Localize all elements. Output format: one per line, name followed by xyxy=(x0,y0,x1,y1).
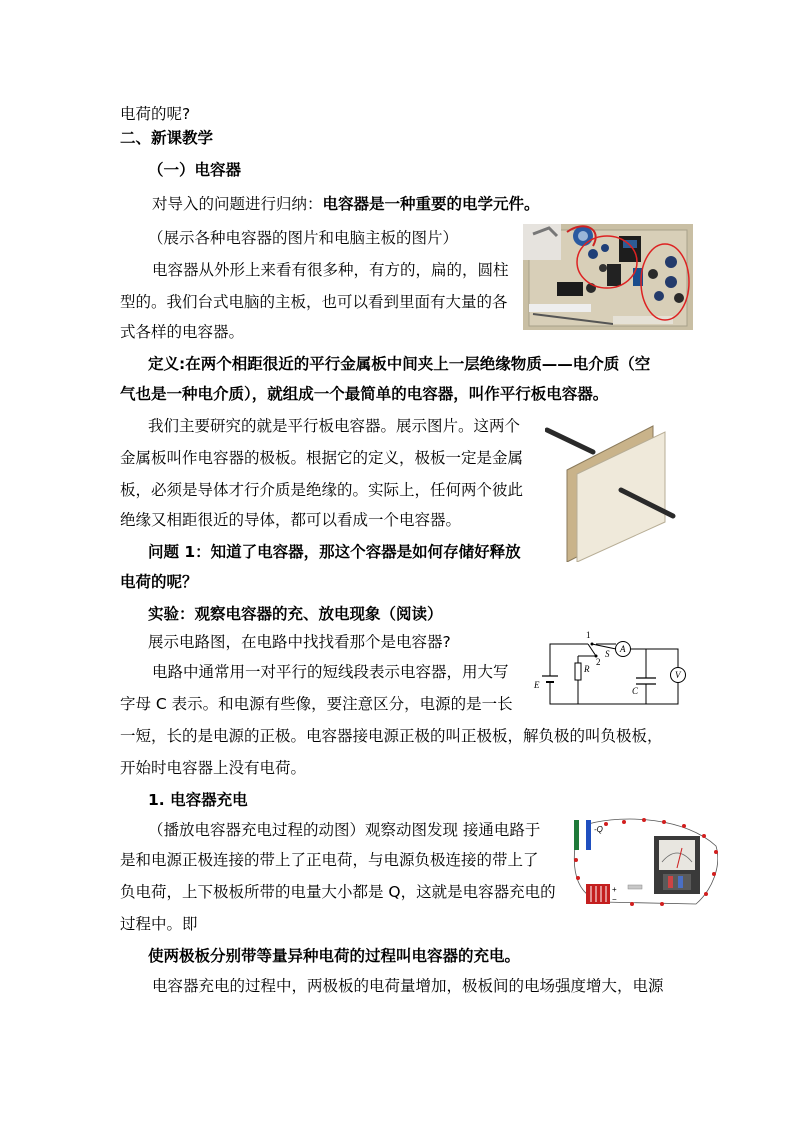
text-line: 是和电源正极连接的带上了正电荷，与电源负极连接的带上了 xyxy=(120,851,539,869)
bold-span: 电容器是一种重要的电学元件。 xyxy=(322,195,540,213)
text-line: （展示各种电容器的图片和电脑主板的图片） xyxy=(148,229,459,247)
circuit-diagram xyxy=(530,630,690,710)
text-line: 型的。我们台式电脑的主板，也可以看到里面有大量的各 xyxy=(120,293,508,311)
text-line: 开始时电容器上没有电荷。 xyxy=(120,759,307,777)
plate-negative xyxy=(586,820,591,850)
plate-positive xyxy=(574,820,579,850)
label-2: 2 xyxy=(596,657,601,667)
resistor-symbol xyxy=(575,663,581,680)
label-A: A xyxy=(620,644,626,654)
switch-image xyxy=(628,885,642,889)
label-1: 1 xyxy=(586,630,591,640)
text-span: 对导入的问题进行归纳： xyxy=(152,195,323,213)
section-heading: 二、新课教学 xyxy=(120,129,214,147)
question-line: 问题 1：知道了电容器，那这个容器是如何存储好释放 xyxy=(148,543,521,561)
definition-line: 气也是一种电介质），就组成一个最简单的电容器，叫作平行板电容器。 xyxy=(120,385,609,403)
definition-line: 使两极板分别带等量异种电荷的过程叫电容器的充电。 xyxy=(148,947,521,965)
experiment-heading: 实验：观察电容器的充、放电现象（阅读） xyxy=(148,605,443,623)
text-line: （播放电容器充电过程的动图）观察动图发现 接通电路于 xyxy=(148,821,541,839)
text-line: 电荷的呢? xyxy=(120,105,191,123)
capacitor-charging-animation xyxy=(566,816,718,908)
text-line: 板，必须是导体才行介质是绝缘的。实际上，任何两个彼此 xyxy=(120,481,524,499)
definition-line: 定义:在两个相距很近的平行金属板中间夹上一层绝缘物质——电介质（空 xyxy=(148,355,651,373)
text-line: 我们主要研究的就是平行板电容器。展示图片。这两个 xyxy=(148,417,521,435)
label-battery-minus: − xyxy=(612,895,617,904)
text-line: 绝缘又相距很近的导体，都可以看成一个电容器。 xyxy=(120,511,462,529)
parallel-plate-capacitor-image xyxy=(545,412,685,562)
text-line: 金属板叫作电容器的极板。根据它的定义，极板一定是金属 xyxy=(120,449,524,467)
label-negative-Q: -Q xyxy=(594,825,603,834)
text-line: 电容器充电的过程中，两极板的电荷量增加，极板间的电场强度增大，电源 xyxy=(152,977,664,995)
label-R: R xyxy=(584,664,590,674)
label-C: C xyxy=(632,686,639,696)
text-line: 式各样的电容器。 xyxy=(120,323,245,341)
motherboard-image xyxy=(523,224,693,330)
subsection-heading: 1. 电容器充电 xyxy=(148,791,248,809)
text-line: 一短，长的是电源的正极。电容器接电源正极的叫正极板，解负极的叫负极板， xyxy=(120,727,663,745)
text-line: 电容器从外形上来看有很多种，有方的，扁的，圆柱 xyxy=(152,261,509,279)
question-line: 电荷的呢？ xyxy=(120,573,198,591)
label-E: E xyxy=(534,680,540,690)
text-line: 字母 C 表示。和电源有些像，要注意区分，电源的是一长 xyxy=(120,695,513,713)
text-line: 过程中。即 xyxy=(120,915,198,933)
text-line: 电路中通常用一对平行的短线段表示电容器，用大写 xyxy=(152,663,509,681)
switch-lever xyxy=(592,644,616,649)
text-line: 展示电路图，在电路中找找看那个是电容器? xyxy=(148,633,451,651)
text-line: 负电荷，上下极板所带的电量大小都是 Q，这就是电容器充电的 xyxy=(120,883,556,901)
label-V: V xyxy=(675,670,681,680)
label-S: S xyxy=(605,649,610,659)
label-battery-plus: + xyxy=(612,885,617,894)
text-line xyxy=(152,194,540,214)
subsection-heading: （一）电容器 xyxy=(148,161,242,179)
